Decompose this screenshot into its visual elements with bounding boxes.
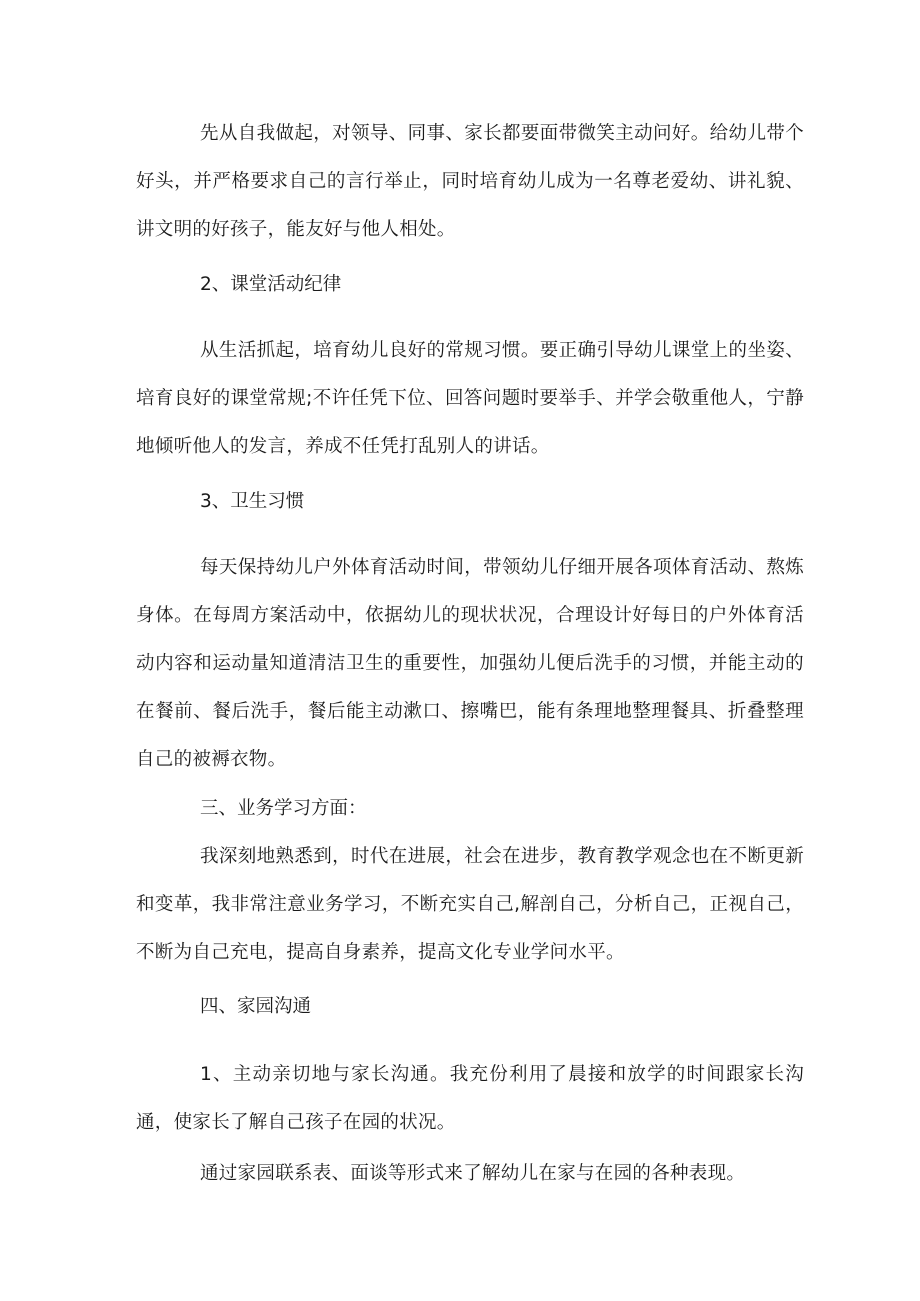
heading-hygiene-habits: 3、卫生习惯	[200, 491, 305, 512]
heading-home-school-communication: 四、家园沟通	[200, 996, 312, 1017]
paragraph-study-reflection: 我深刻地熟悉到，时代在进展，社会在进步，教育教学观念也在不断更新和变革，我非常注意业务学习，不断充实自己,解剖自己，分析自己，正视自己，不断为自己充电，提高自身素养，提高文化专业学问水平。	[136, 846, 804, 963]
paragraph-outdoor-activity: 每天保持幼儿户外体育活动时间，带领幼儿仔细开展各项体育活动、熬炼身体。在每周方案活动中，依据幼儿的现状状况，合理设计好每日的户外体育活动内容和运动量知道清洁卫生的重要性，加强幼儿便后洗手的习惯，并能主动的在餐前、餐后洗手，餐后能主动漱口、擦嘴巴，能有条理地整理餐具、折叠整理自己的被褥衣物。	[136, 557, 804, 770]
paragraph-parent-communication: 1、主动亲切地与家长沟通。我充份利用了晨接和放学的时间跟家长沟通，使家长了解自己孩子在园的状况。	[136, 1064, 804, 1133]
paragraph-classroom-habits: 从生活抓起，培育幼儿良好的常规习惯。要正确引导幼儿课堂上的坐姿、培育良好的课堂常规;不许任凭下位、回答问题时要举手、并学会敬重他人，宁静地倾听他人的发言，养成不任凭打乱别人的讲话。	[136, 340, 804, 457]
paragraph-greeting: 先从自我做起，对领导、同事、家长都要面带微笑主动问好。给幼儿带个好头，并严格要求自己的言行举止，同时培育幼儿成为一名尊老爱幼、讲礼貌、讲文明的好孩子，能友好与他人相处。	[136, 123, 804, 240]
heading-professional-study: 三、业务学习方面：	[200, 798, 367, 819]
heading-classroom-discipline: 2、课堂活动纪律	[200, 274, 342, 295]
paragraph-contact-forms: 通过家园联系表、面谈等形式来了解幼儿在家与在园的各种表现。	[200, 1163, 746, 1184]
